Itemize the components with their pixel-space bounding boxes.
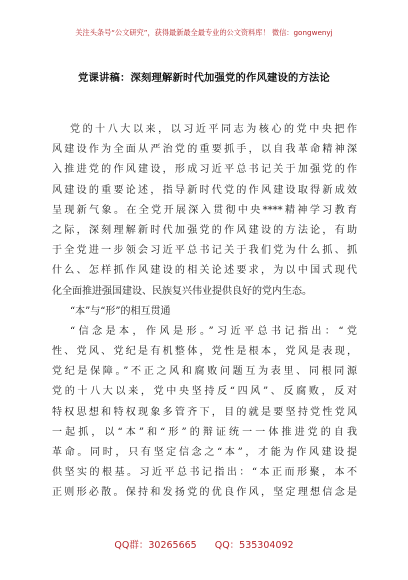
section-heading: “本”与“形”的相互贯通 xyxy=(70,305,171,317)
body-line: 性、党风、党纪是有机整体，党性是根本，党风是表现， xyxy=(52,346,357,358)
body-line: 党的十八大以来，党中央坚持反“四风”、反腐败，反对 xyxy=(52,386,357,398)
body-line: 什么、怎样抓作风建设的相关论述要求，为以中国式现代 xyxy=(52,265,357,277)
footer-qq: QQ：535304092 xyxy=(214,540,294,551)
body-line: 风建设作为全面从严治党的重要抓手，以自我革命精神深 xyxy=(52,144,357,156)
body-line: 党的十八大以来，以习近平同志为核心的党中央把作 xyxy=(70,124,357,135)
body-line: “信念是本，作风是形。”习近平总书记指出：“党 xyxy=(70,325,357,337)
body-line: 之际，深刻理解新时代加强党的作风建设的方法论，有助 xyxy=(52,224,357,236)
body-line: 于全党进一步领会习近平总书记关于我们党为什么抓、抓 xyxy=(52,245,357,257)
body-line: 一起抓，以“本”和“形”的辩证统一一体推进党的自我 xyxy=(52,426,357,438)
body-line: 化全面推进强国建设、民族复兴伟业提供良好的党内生态。 xyxy=(52,285,312,297)
body-line: 正则形必散。保持和发扬党的优良作风，坚定理想信念是 xyxy=(52,487,357,499)
body-line: 呈现新气象。在全党开展深入贯彻中央****精神学习教育 xyxy=(52,204,357,216)
body-line: 革命。同时，只有坚定信念之“本”，才能为作风建设提 xyxy=(52,447,357,458)
document-body xyxy=(52,120,357,504)
body-line: 供坚实的根基。习近平总书记指出：“本正而形聚，本不 xyxy=(52,467,357,479)
body-line: 特权思想和特权现象多管齐下，目的就是要坚持党性党风 xyxy=(52,406,357,418)
body-line: 入推进党的作风建设，形成习近平总书记关于加强党的作 xyxy=(52,164,357,176)
footer-qq-group: QQ群：30265665 xyxy=(114,540,197,551)
page-title: 党课讲稿：深刻理解新时代加强党的作风建设的方法论 xyxy=(78,72,330,84)
body-line: 风建设的重要论述，指导新时代党的作风建设取得新成效 xyxy=(52,184,357,196)
footer-contact xyxy=(0,537,408,551)
body-line: 党纪是保障。”不正之风和腐败问题互为表里、同根同源 xyxy=(52,366,357,378)
header-promo-text: 关注头条号“公文研究”，获得最新最全最专业的公文资料库！ 微信：gongwenyj xyxy=(75,28,333,37)
